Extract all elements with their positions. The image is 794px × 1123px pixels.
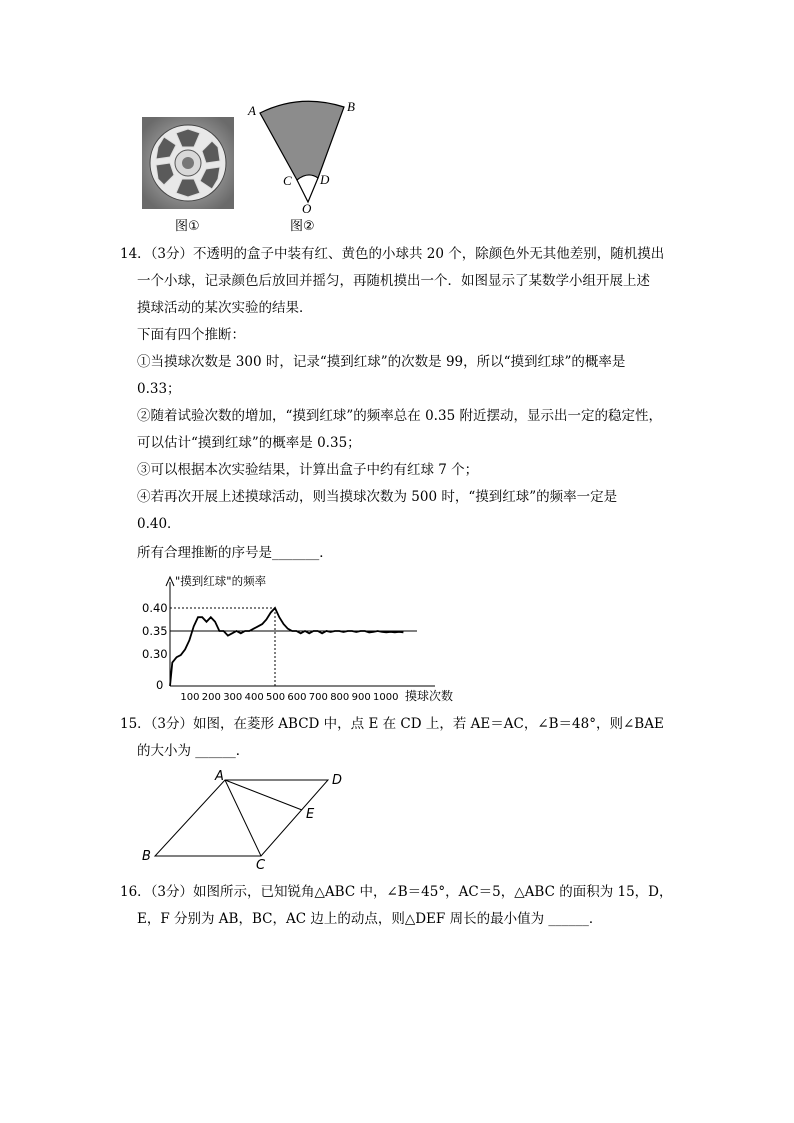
- figure-2-sector: [240, 95, 365, 215]
- label-D-sector: D: [320, 172, 330, 187]
- q14-line-11: 0.40．: [137, 516, 181, 532]
- q14-line-10: ④若再次开展上述摸球活动，则当摸球次数为 500 时，“摸到红球”的频率一定是: [137, 489, 618, 505]
- rhombus-label-E: E: [306, 807, 315, 822]
- q15-line-2: 的大小为 ______．: [137, 743, 250, 759]
- label-O-sector: O: [302, 201, 312, 215]
- q14-line-9: ③可以根据本次实验结果，计算出盒子中约有红球 7 个；: [137, 462, 479, 478]
- chart-ylabel: "摸到红球"的频率: [175, 574, 267, 588]
- x-tick-400: 400: [244, 692, 264, 703]
- x-tick-500: 500: [266, 692, 286, 703]
- rhombus-label-B: B: [142, 849, 151, 864]
- label-B-sector: B: [347, 99, 355, 114]
- y-tick-040: 0.40: [142, 601, 168, 615]
- q14-line-5: ①当摸球次数是 300 时，记录“摸到红球”的次数是 99，所以“摸到红球”的概率是: [137, 354, 626, 370]
- q14-line-12: 所有合理推断的序号是_______．: [137, 545, 333, 561]
- frequency-chart: [135, 570, 475, 705]
- q15-line-1: 15．（3分）如图，在菱形 ABCD 中，点 E 在 CD 上，若 AE＝AC，∠B＝48°，则∠BAE: [120, 716, 664, 732]
- x-tick-100: 100: [180, 692, 200, 703]
- x-tick-300: 300: [223, 692, 243, 703]
- q14-line-2: 一个小球，记录颜色后放回并摇匀，再随机摸出一个．如图显示了某数学小组开展上述: [137, 273, 650, 289]
- q14-line-3: 摸球活动的某次实验的结果．: [137, 300, 313, 316]
- x-tick-600: 600: [287, 692, 307, 703]
- series-line: [170, 608, 403, 686]
- q16-line-1: 16．（3分）如图所示，已知锐角△ABC 中，∠B＝45°，AC＝5，△ABC 的面积为 15，D，: [120, 884, 673, 900]
- rhombus-label-C: C: [256, 858, 266, 873]
- y-tick-030: 0.30: [142, 647, 168, 661]
- q16-line-2: E，F 分别为 AB，BC，AC 边上的动点，则△DEF 周长的最小值为 ______．: [137, 911, 603, 927]
- chart-xlabel: 摸球次数: [405, 689, 454, 703]
- rhombus-label-D: D: [332, 773, 343, 788]
- x-tick-800: 800: [330, 692, 350, 703]
- q14-line-1: 14．（3分）不透明的盒子中装有红、黄色的小球共 20 个，除颜色外无其他差别，随机摸出: [120, 246, 665, 262]
- x-tick-700: 700: [308, 692, 328, 703]
- q14-line-8: 可以估计“摸到红球”的概率是 0.35；: [137, 435, 361, 451]
- label-C-sector: C: [283, 173, 292, 188]
- q14-line-6: 0.33；: [137, 381, 181, 397]
- q14-line-4: 下面有四个推断：: [137, 327, 245, 343]
- figure-1-photo: [142, 117, 234, 209]
- rhombus-figure: [135, 768, 360, 873]
- y-tick-0: 0: [156, 678, 164, 692]
- x-tick-1000: 1000: [373, 692, 399, 703]
- x-tick-200: 200: [201, 692, 221, 703]
- q14-line-7: ②随着试验次数的增加，“摸到红球”的频率总在 0.35 附近摆动，显示出一定的稳定性，: [137, 408, 662, 424]
- figure-2-caption: 图②: [290, 219, 315, 234]
- rhombus-label-A: A: [215, 769, 224, 784]
- label-A-sector: A: [248, 103, 256, 118]
- figure-1-caption: 图①: [175, 219, 200, 234]
- x-tick-900: 900: [351, 692, 371, 703]
- y-tick-035: 0.35: [142, 624, 168, 638]
